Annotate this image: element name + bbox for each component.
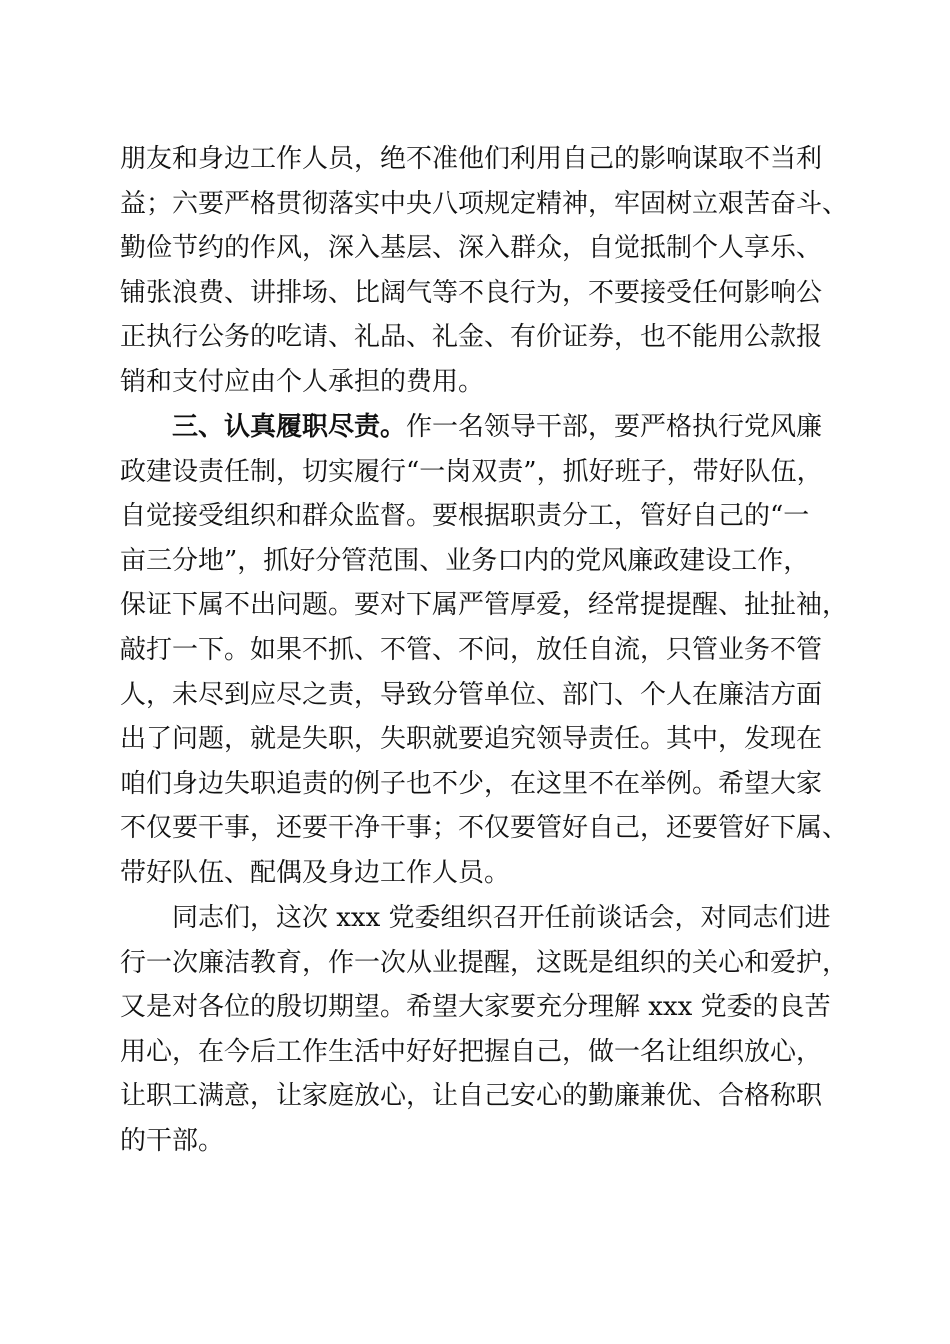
text-line: 保证下属不出问题。要对下属严管厚爱，经常提提醒、扯扯袖，	[120, 590, 849, 621]
text-line: 敲打一下。如果不抓、不管、不问，放任自流，只管业务不管	[120, 634, 823, 665]
text-line: 同志们，这次 xxx 党委组织召开任前谈话会，对同志们进	[172, 903, 831, 933]
text-line: 益；六要严格贯彻落实中央八项规定精神，牢固树立艰苦奋斗、	[120, 188, 849, 219]
text-line: 正执行公务的吃请、礼品、礼金、有价证券，也不能用公款报	[120, 322, 823, 353]
text-line: 不仅要干事，还要干净干事；不仅要管好自己，还要管好下属、	[120, 813, 849, 844]
paragraph-responsibility	[120, 405, 849, 896]
text-line	[120, 405, 840, 450]
heading-line-text: 作一名领导干部，要严格执行党风廉	[406, 412, 823, 442]
section-heading: 三、认真履职尽责。	[172, 412, 407, 442]
text-line: 带好队伍、配偶及身边工作人员。	[120, 857, 511, 888]
text-line: 自觉接受组织和群众监督。要根据职责分工，管好自己的“一	[120, 501, 810, 532]
text-line: 让职工满意，让家庭放心，让自己安心的勤廉兼优、合格称职	[120, 1081, 823, 1112]
text-line: 朋友和身边工作人员，绝不准他们利用自己的影响谋取不当利	[120, 144, 823, 174]
text-line: 出了问题，就是失职，失职就要追究领导责任。其中，发现在	[120, 724, 823, 755]
text-line: 的干部。	[120, 1125, 225, 1156]
paragraph-continuation	[120, 137, 849, 405]
text-line: 销和支付应由个人承担的费用。	[120, 366, 485, 397]
text-line: 又是对各位的殷切期望。希望大家要充分理解 xxx 党委的良苦	[120, 992, 831, 1023]
text-line: 咱们身边失职追责的例子也不少，在这里不在举例。希望大家	[120, 768, 823, 799]
text-line: 行一次廉洁教育，作一次从业提醒，这既是组织的关心和爱护，	[120, 947, 849, 978]
text-line: 政建设责任制，切实履行“一岗双责”，抓好班子，带好队伍，	[120, 456, 823, 487]
text-line: 人，未尽到应尽之责，导致分管单位、部门、个人在廉洁方面	[120, 679, 823, 710]
text-line: 铺张浪费、讲排场、比阔气等不良行为，不要接受任何影响公	[120, 277, 823, 308]
text-line: 勤俭节约的作风，深入基层、深入群众，自觉抵制个人享乐、	[120, 233, 823, 264]
paragraph-closing	[120, 896, 849, 1164]
text-line: 亩三分地”，抓好分管范围、业务口内的党风廉政建设工作，	[120, 545, 810, 576]
text-line: 用心，在今后工作生活中好好把握自己，做一名让组织放心，	[120, 1036, 823, 1067]
